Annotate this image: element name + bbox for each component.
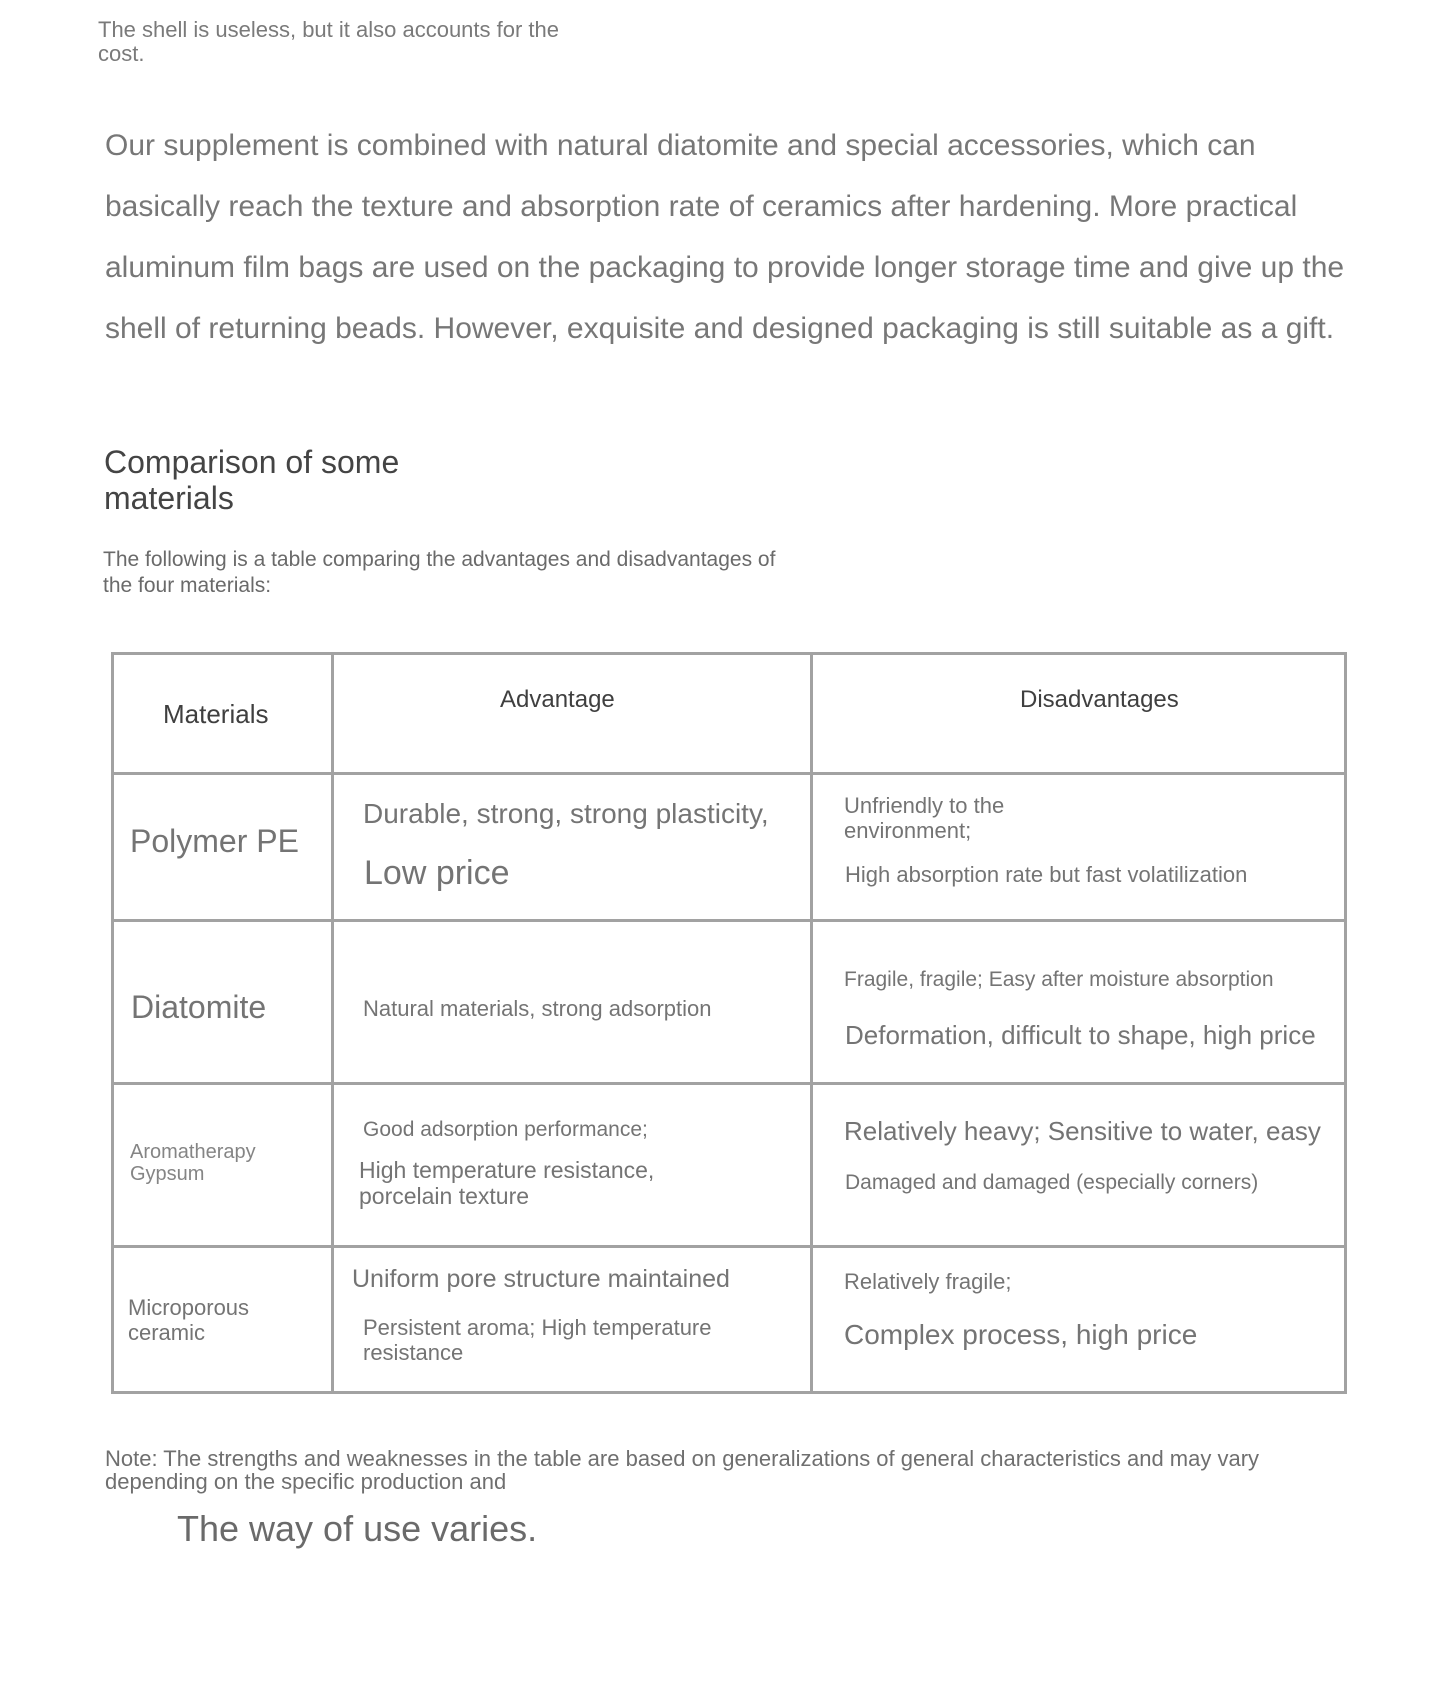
table-footnote: Note: The strengths and weaknesses in the table are based on generalizations of general characteristics and may vary depending on the specific production and <box>105 1446 1260 1494</box>
intro-paragraph: Our supplement is combined with natural diatomite and special accessories, which can basically reach the texture and absorption rate of ceramics after hardening. More practical aluminum film bags are used on the packaging to provide longer storage time and give up the shell of returning beads. However, exquisite and designed packaging is still suitable as a gift. <box>105 129 1345 345</box>
column-divider <box>331 652 334 1394</box>
header-materials: Materials <box>163 699 269 729</box>
row-disadvantage-line: Unfriendly to the environment; <box>844 793 1005 843</box>
row-disadvantage-line: Deformation, difficult to shape, high price <box>845 1020 1316 1050</box>
row-disadvantage-line: Relatively fragile; <box>844 1269 1012 1294</box>
row-disadvantage-line: Complex process, high price <box>844 1319 1198 1350</box>
row-material: Microporous ceramic <box>128 1295 250 1345</box>
row-divider <box>111 1082 1347 1085</box>
row-advantage-line: Low price <box>364 854 510 892</box>
row-advantage-line: Persistent aroma; High temperature resistance <box>363 1315 712 1365</box>
row-material: Polymer PE <box>130 823 299 859</box>
row-divider <box>111 772 1347 775</box>
row-disadvantage-line: High absorption rate but fast volatilization <box>845 862 1248 887</box>
row-disadvantage-line: Relatively heavy; Sensitive to water, easy <box>844 1116 1321 1146</box>
row-advantage-line: High temperature resistance, porcelain texture <box>359 1157 655 1209</box>
row-divider <box>111 919 1347 922</box>
row-advantage-line: Durable, strong, strong plasticity, <box>363 798 769 829</box>
comparison-table <box>111 652 1347 1394</box>
header-disadvantages: Disadvantages <box>1020 686 1179 713</box>
row-advantage-line: Uniform pore structure maintained <box>352 1265 730 1293</box>
row-material: Diatomite <box>131 989 267 1025</box>
footnote-continuation: The way of use varies. <box>177 1508 538 1549</box>
row-material: Aromatherapy Gypsum <box>130 1141 256 1185</box>
row-disadvantage-line: Damaged and damaged (especially corners) <box>845 1171 1259 1194</box>
row-disadvantage-line: Fragile, fragile; Easy after moisture absorption <box>844 968 1274 991</box>
row-divider <box>111 1245 1347 1248</box>
row-advantage-line: Good adsorption performance; <box>363 1118 648 1141</box>
column-divider <box>810 652 813 1394</box>
shell-note: The shell is useless, but it also accounts for the cost. <box>98 17 560 66</box>
section-description: The following is a table comparing the advantages and disadvantages of the four materials: <box>103 548 776 597</box>
row-advantage-line: Natural materials, strong adsorption <box>363 996 712 1021</box>
section-title: Comparison of some materials <box>104 444 400 516</box>
header-advantage: Advantage <box>500 686 615 713</box>
